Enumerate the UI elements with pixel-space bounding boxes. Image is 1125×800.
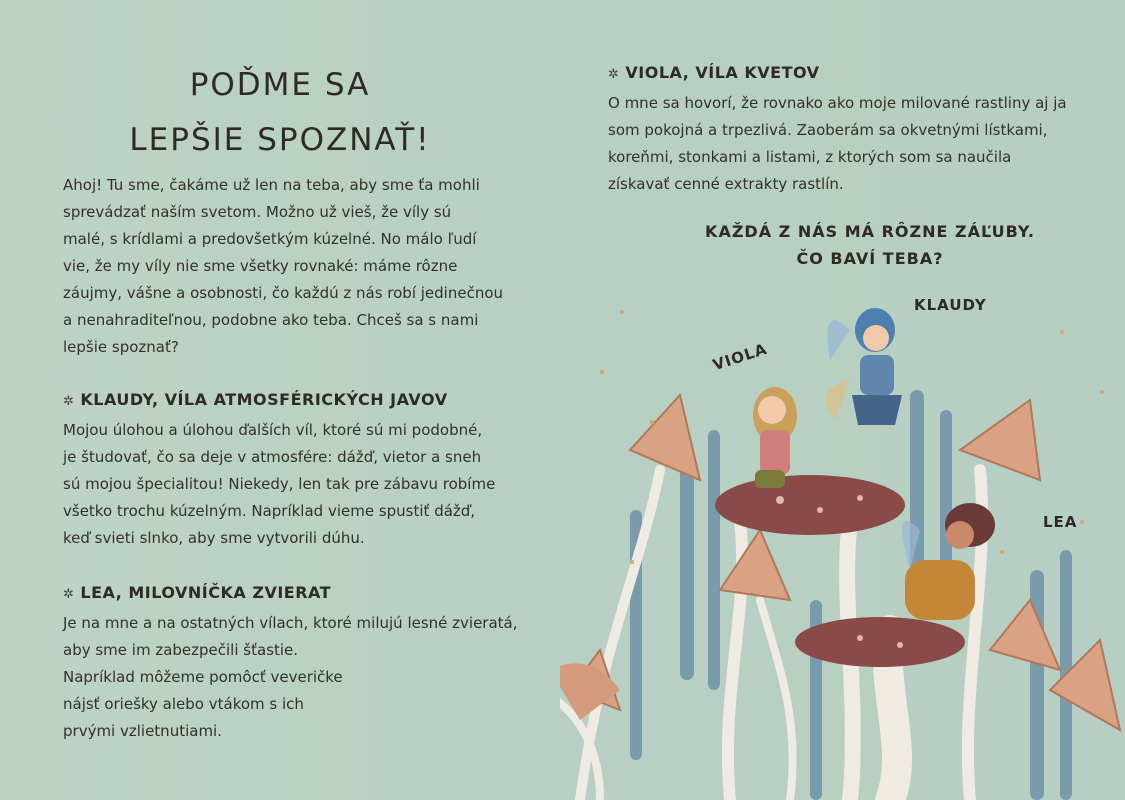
intro-line: záujmy, vášne a osobnosti, čo každú z nás robí jedinečnou	[63, 284, 504, 302]
callout-line-1: KAŽDÁ Z NÁS MÁ RÔZNE ZÁĽUBY.	[705, 222, 1035, 241]
name-label-klaudy: KLAUDY	[914, 296, 987, 314]
lea-line: Napríklad môžeme pomôcť veveričke	[63, 668, 343, 686]
lea-heading-text: LEA, MILOVNÍČKA ZVIERAT	[80, 583, 332, 602]
intro-line: malé, s krídlami a predovšetkým kúzelné. No málo ľudí	[63, 230, 477, 248]
klaudy-line: sú mojou špecialitou! Niekedy, len tak pre zábavu robíme	[63, 475, 496, 493]
viola-line: koreňmi, stonkami a listami, z ktorých som sa naučila	[608, 148, 1012, 166]
lea-line: nájsť oriešky alebo vtákom s ich	[63, 695, 304, 713]
klaudy-line: Mojou úlohou a úlohou ďalších víl, ktoré sú mi podobné,	[63, 421, 483, 439]
intro-paragraph	[63, 172, 503, 361]
klaudy-line: je študovať, čo sa deje v atmosfére: dážď, vietor a sneh	[63, 448, 482, 466]
intro-line: Ahoj! Tu sme, čakáme už len na teba, aby sme ťa mohli	[63, 176, 480, 194]
name-label-lea: LEA	[1043, 513, 1078, 531]
title-line-1: POĎME SA	[189, 67, 371, 103]
lea-line: Je na mne a na ostatných vílach, ktoré milujú lesné zvieratá,	[63, 614, 518, 632]
callout-line-2: ČO BAVÍ TEBA?	[796, 249, 944, 268]
klaudy-line: všetko trochu kúzelným. Napríklad vieme spustiť dážď,	[63, 502, 476, 520]
star-icon: ✲	[608, 67, 620, 82]
intro-line: sprevádzať naším svetom. Možno už vieš, že víly sú	[63, 203, 452, 221]
lower-mushroom-platform	[795, 617, 965, 667]
intro-line: vie, že my víly nie sme všetky rovnaké: máme rôzne	[63, 257, 458, 275]
title-line-2: LEPŠIE SPOZNAŤ!	[129, 122, 431, 158]
viola-line: som pokojná a trpezlivá. Zaoberám sa okvetnými lístkami,	[608, 121, 1048, 139]
star-icon: ✲	[63, 394, 75, 409]
klaudy-paragraph	[63, 417, 495, 552]
viola-paragraph	[608, 90, 1067, 198]
upper-mushroom-platform	[715, 475, 905, 535]
viola-line: získavať cenné extrakty rastlín.	[608, 175, 844, 193]
viola-line: O mne sa hovorí, že rovnako ako moje milované rastliny aj ja	[608, 94, 1067, 112]
fairy-klaudy	[825, 308, 902, 425]
lea-line: aby sme im zabezpečili šťastie.	[63, 641, 299, 659]
star-icon: ✲	[63, 587, 75, 602]
klaudy-heading	[63, 390, 448, 409]
intro-line: a nenahraditeľnou, podobne ako teba. Chceš sa s nami	[63, 311, 479, 329]
klaudy-line: keď svieti slnko, aby sme vytvorili dúhu.	[63, 529, 365, 547]
fairy-viola	[753, 387, 797, 488]
name-label-viola: VIOLA	[710, 339, 770, 375]
lea-heading	[63, 583, 331, 602]
page-title	[80, 58, 480, 168]
lea-paragraph	[63, 610, 518, 745]
viola-heading-text: VIOLA, VÍLA KVETOV	[625, 63, 820, 82]
lea-line: prvými vzlietnutiami.	[63, 722, 222, 740]
viola-heading	[608, 63, 820, 82]
intro-line: lepšie spoznať?	[63, 338, 179, 356]
question-callout	[700, 218, 1040, 272]
klaudy-heading-text: KLAUDY, VÍLA ATMOSFÉRICKÝCH JAVOV	[80, 390, 448, 409]
fairies-on-mushrooms-illustration	[560, 270, 1125, 800]
